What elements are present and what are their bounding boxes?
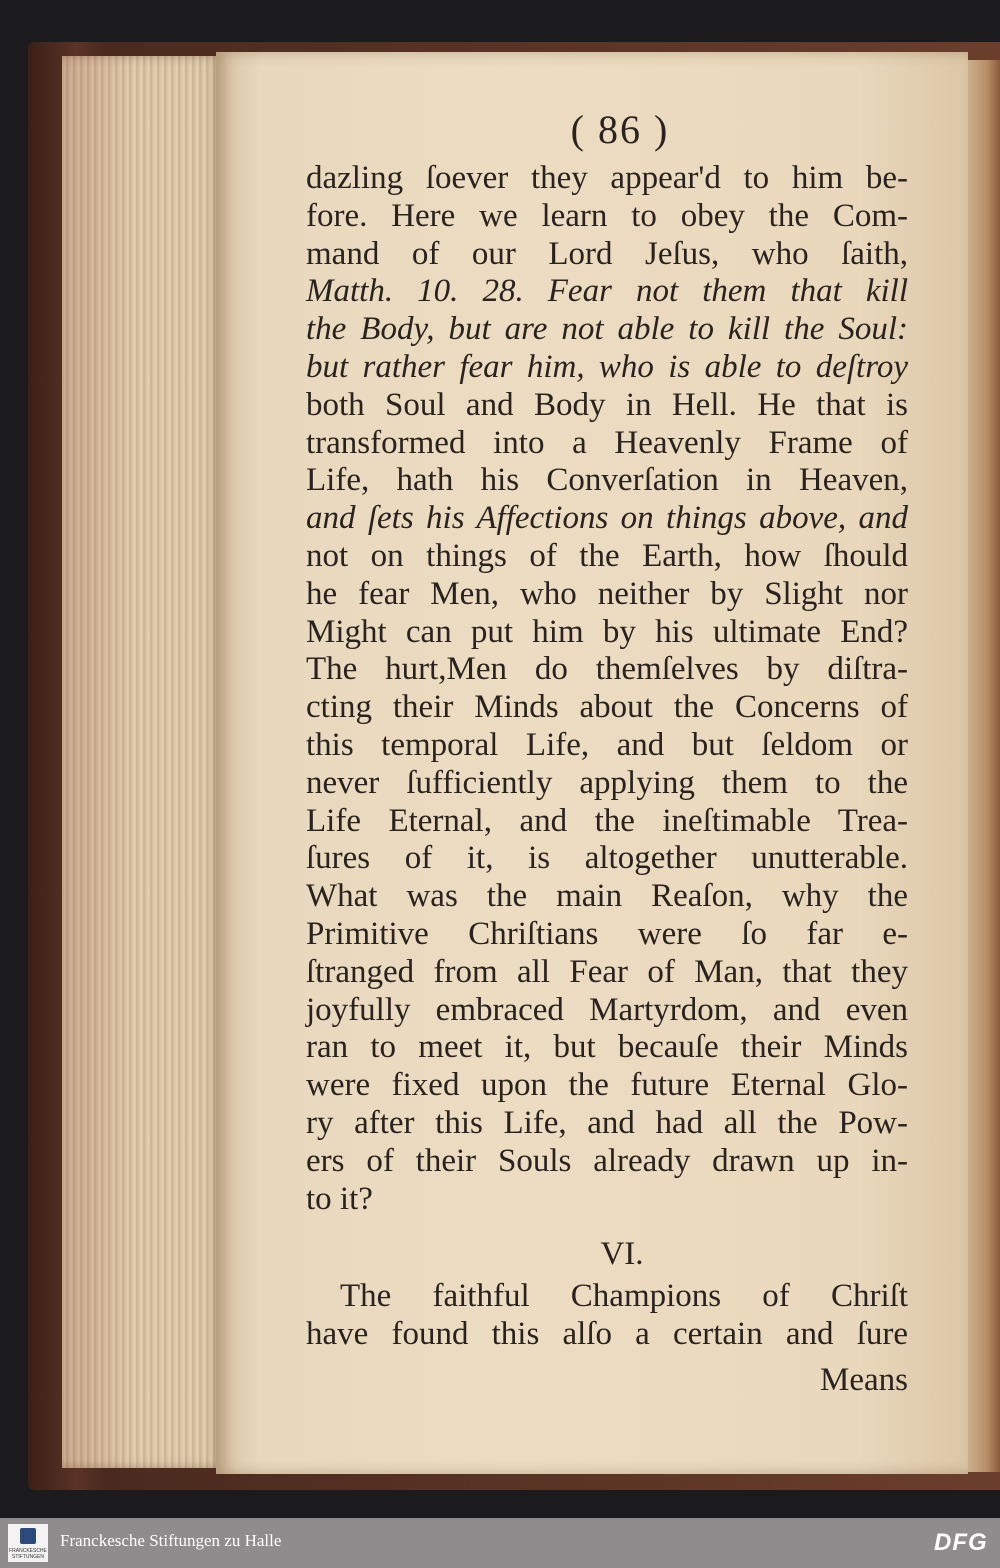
text-line: this temporal Life, and but ſeldom or — [306, 726, 908, 763]
text-line: never ſufficiently applying them to the — [306, 764, 908, 801]
text-line: dazling ſoever they appear'd to him be- — [306, 160, 908, 196]
text-line: Matth. 10. 28. Fear not them that kill — [306, 273, 908, 310]
text-line: ſures of it, is altogether unutterable. — [306, 840, 908, 877]
logo-label: FRANCKESCHE STIFTUNGEN — [9, 1548, 47, 1560]
footer-bar — [0, 1518, 1000, 1568]
text-line: and ſets his Affections on things above, and — [306, 500, 908, 537]
text-line: not on things of the Earth, how ſhould — [306, 537, 908, 574]
institution-name[interactable]: Franckesche Stiftungen zu Halle — [60, 1531, 282, 1550]
dfg-logo[interactable]: DFG — [934, 1529, 988, 1556]
page-text — [306, 160, 908, 1218]
franckesche-logo-icon[interactable] — [8, 1524, 48, 1562]
text-line: but rather fear him, who is able to deſtroy — [306, 348, 908, 385]
text-line: were fixed upon the future Eternal Glo- — [306, 1067, 908, 1104]
text-line: both Soul and Body in Hell. He that is — [306, 386, 908, 423]
text-line: ran to meet it, but becauſe their Minds — [306, 1029, 908, 1066]
text-line: Might can put him by his ultimate End? — [306, 613, 908, 650]
text-line: the Body, but are not able to kill the Soul: — [306, 311, 908, 348]
page-number: ( 86 ) — [570, 107, 670, 152]
section-number: VI. — [600, 1236, 644, 1272]
edge-stain — [62, 56, 142, 1468]
text-line: transformed into a Heavenly Frame of — [306, 424, 908, 461]
logo-mark — [20, 1528, 36, 1544]
text-line: have found this alſo a certain and ſure — [306, 1315, 908, 1352]
text-line: mand of our Lord Jeſus, who ſaith, — [306, 235, 908, 272]
text-line: fore. Here we learn to obey the Com- — [306, 197, 908, 234]
text-line: The hurt,Men do themſelves by diſtra- — [306, 651, 908, 688]
text-line: Life, hath his Converſation in Heaven, — [306, 462, 908, 499]
text-line: Life Eternal, and the ineſtimable Trea- — [306, 802, 908, 839]
catchword: Means — [820, 1362, 908, 1398]
text-line: Primitive Chriſtians were ſo far e- — [306, 915, 908, 952]
text-line: ers of their Souls already drawn up in- — [306, 1142, 908, 1179]
text-line: ry after this Life, and had all the Pow- — [306, 1104, 908, 1141]
text-line: ſtranged from all Fear of Man, that they — [306, 953, 908, 990]
text-line: What was the main Reaſon, why the — [306, 878, 908, 915]
right-page-edge — [966, 60, 1000, 1472]
text-line: The faithful Champions of Chriſt — [340, 1278, 908, 1314]
text-line: to it? — [306, 1180, 373, 1217]
text-line: he fear Men, who neither by Slight nor — [306, 575, 908, 612]
text-line: cting their Minds about the Concerns of — [306, 689, 908, 726]
section-text — [306, 1278, 908, 1354]
text-line: joyfully embraced Martyrdom, and even — [306, 991, 908, 1028]
